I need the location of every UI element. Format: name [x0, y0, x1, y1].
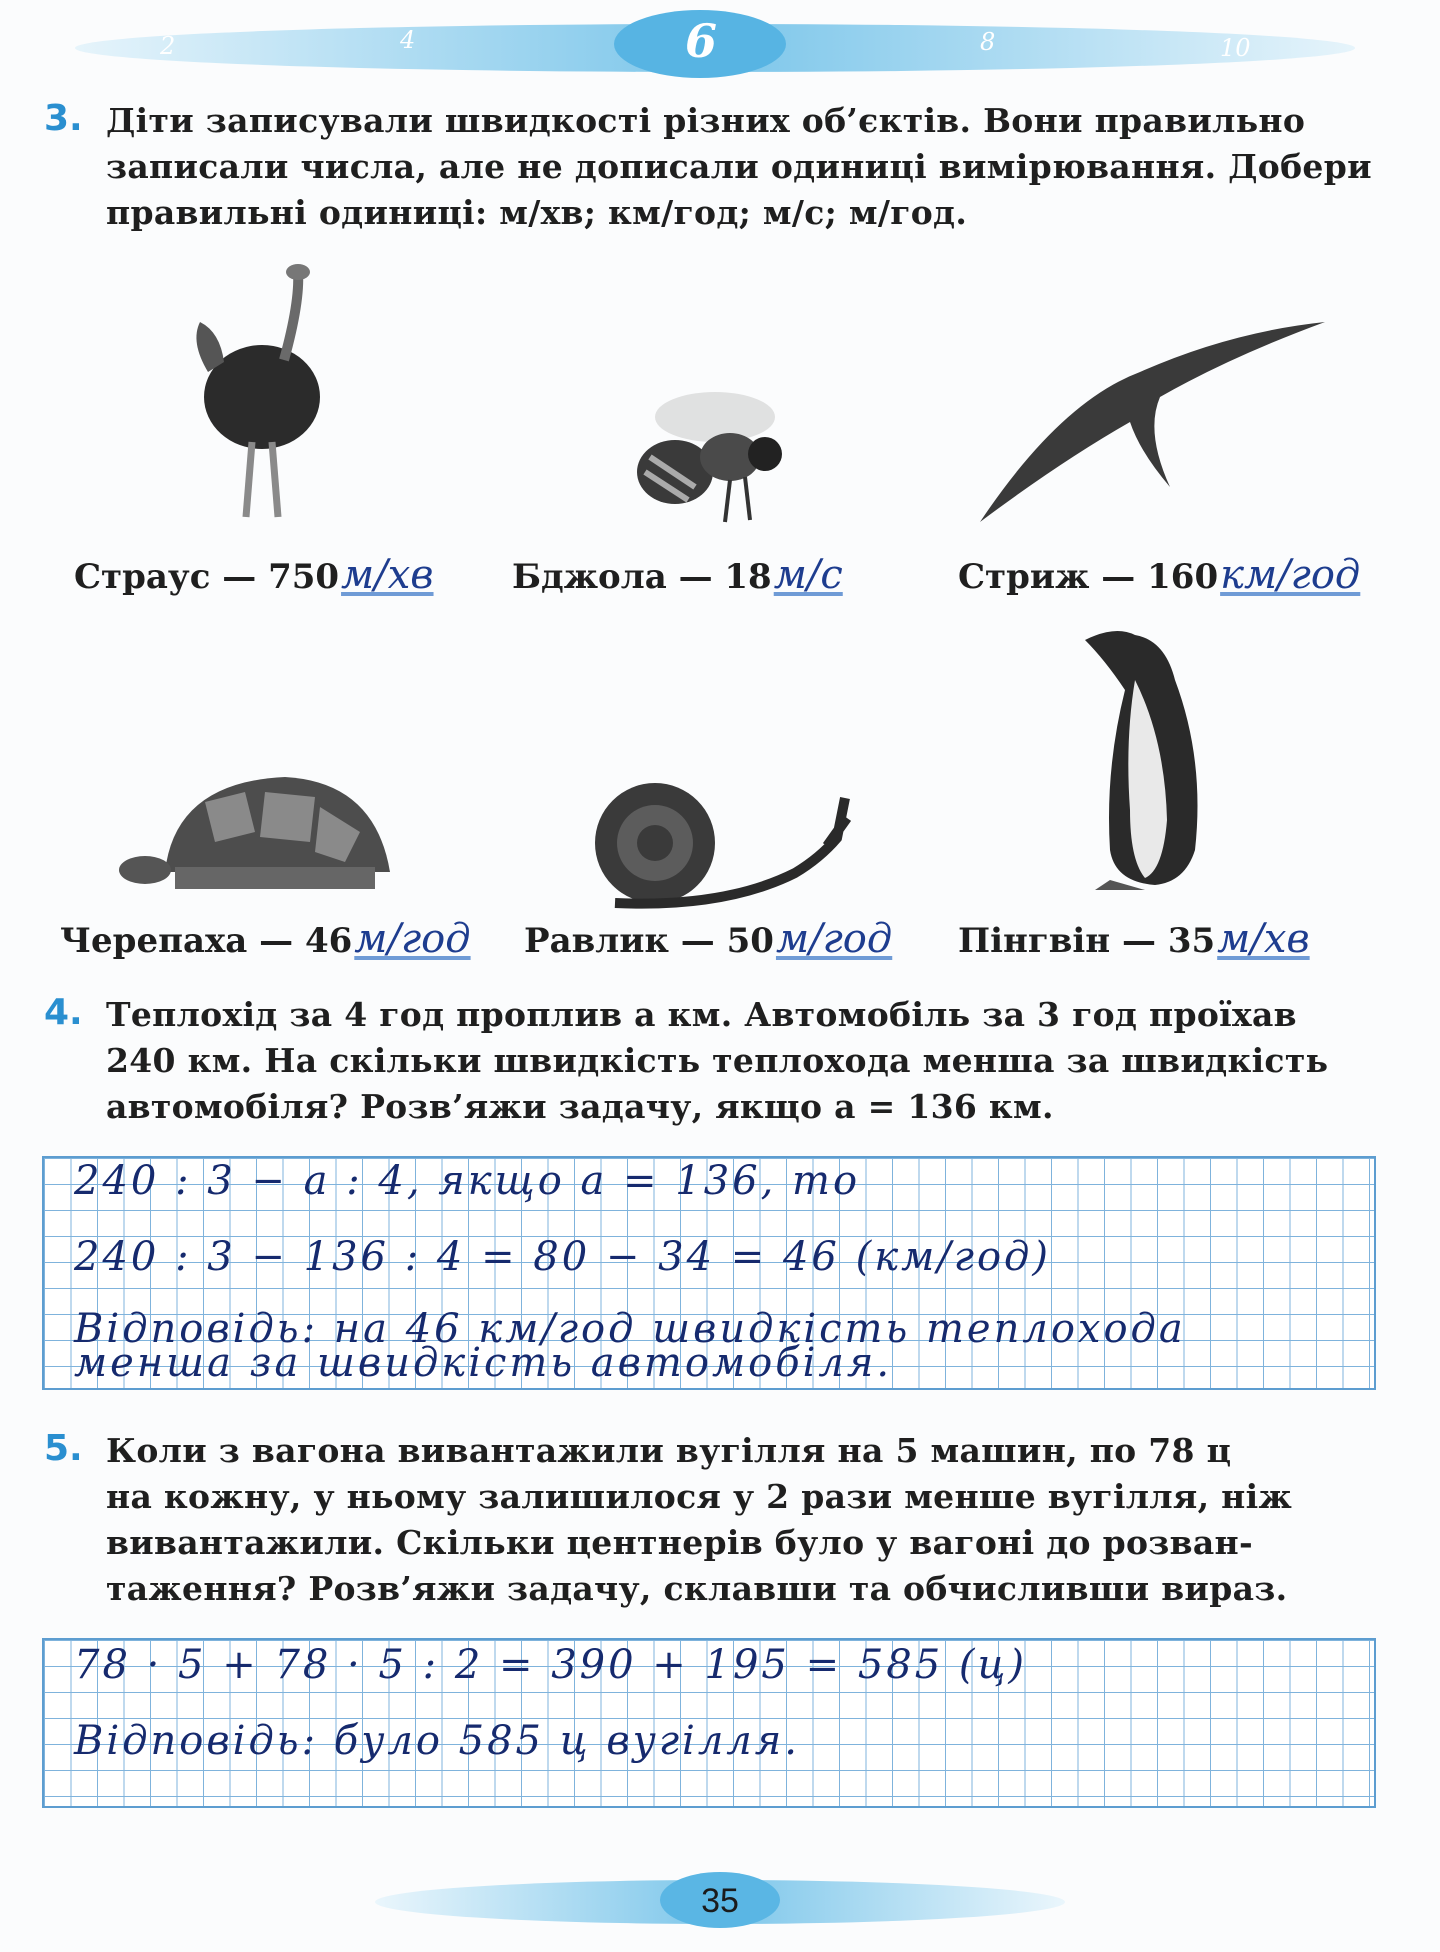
task-number: 5.: [44, 1428, 83, 1469]
animal-label: Стриж — 160: [958, 557, 1219, 597]
handwritten-line: 240 : 3 − a : 4, якщо a = 136, то: [74, 1158, 861, 1204]
ostrich-icon: [180, 262, 340, 527]
tortoise-icon: [115, 762, 415, 902]
handwritten-answer: км/год: [1220, 552, 1361, 598]
animal-label: Равлик — 50: [524, 921, 774, 961]
caption-snail: [524, 916, 892, 962]
text-line: правильні одиниці: м/хв; км/год; м/с; м/год.: [106, 193, 968, 232]
text-line: 240 км. На скільки швидкість теплохода менша за швидкість: [106, 1041, 1329, 1080]
handwritten-line: 78 · 5 + 78 · 5 : 2 = 390 + 195 = 585 (ц): [74, 1642, 1027, 1688]
task-number: 4.: [44, 992, 83, 1033]
text-line: вивантажили. Скільки центнерів було у вагоні до розван-: [106, 1523, 1254, 1562]
handwritten-answer: м/год: [354, 916, 471, 962]
text-line: Коли з вагона вивантажили вугілля на 5 машин, по 78 ц: [106, 1431, 1232, 1470]
penguin-icon: [1075, 620, 1225, 892]
text-line: Діти записували швидкості різних об’єктів. Вони правильно: [106, 101, 1306, 140]
animal-label: Страус — 750: [74, 557, 340, 597]
animal-label: Черепаха — 46: [60, 921, 353, 961]
band-number: 8: [980, 28, 996, 56]
handwritten-answer: м/с: [773, 552, 843, 598]
band-number: 4: [400, 26, 416, 54]
answer-grid-task-5[interactable]: [42, 1638, 1376, 1808]
caption-bee: [512, 552, 843, 598]
top-number-band: [60, 10, 1370, 82]
band-number: 2: [160, 32, 176, 60]
task-5-text: [106, 1428, 1380, 1612]
page-number: 35: [701, 1882, 739, 1920]
task-4-text: [106, 992, 1380, 1130]
handwritten-line: 240 : 3 − 136 : 4 = 80 − 34 = 46 (км/год): [74, 1234, 1051, 1280]
handwritten-line: Відповідь: було 585 ц вугілля.: [74, 1718, 800, 1764]
handwritten-line: Відповідь: на 46 км/год швидкість теплохода: [74, 1306, 1186, 1352]
swift-icon: [970, 312, 1330, 532]
text-line: записали числа, але не дописали одиниці вимірювання. Добери: [106, 147, 1372, 186]
caption-ostrich: [74, 552, 434, 598]
band-number: 6: [685, 14, 718, 68]
task-4: [40, 992, 1380, 1130]
text-line: на кожну, у ньому залишилося у 2 рази менше вугілля, ніж: [106, 1477, 1293, 1516]
handwritten-answer: м/хв: [1217, 916, 1310, 962]
task-number: 3.: [44, 98, 83, 139]
answer-grid-task-4[interactable]: [42, 1156, 1376, 1390]
text-line: Теплохід за 4 год проплив a км. Автомобіль за 3 год проїхав: [106, 995, 1297, 1034]
task-3: [40, 98, 1380, 236]
band-number: 10: [1220, 34, 1251, 62]
animal-label: Бджола — 18: [512, 557, 772, 597]
handwritten-line: менша за швидкість автомобіля.: [74, 1340, 893, 1386]
animal-label: Пінгвін — 35: [958, 921, 1216, 961]
caption-tortoise: [60, 916, 471, 962]
text-line: автомобіля? Розв’яжи задачу, якщо a = 136 км.: [106, 1087, 1054, 1126]
task-5: [40, 1428, 1380, 1612]
handwritten-answer: м/хв: [341, 552, 434, 598]
snail-icon: [575, 778, 855, 913]
bee-icon: [620, 362, 800, 532]
caption-swift: [958, 552, 1360, 598]
task-3-text: [106, 98, 1380, 236]
text-line: таження? Розв’яжи задачу, склавши та обчисливши вираз.: [106, 1569, 1288, 1608]
handwritten-answer: м/год: [775, 916, 893, 962]
caption-penguin: [958, 916, 1310, 962]
